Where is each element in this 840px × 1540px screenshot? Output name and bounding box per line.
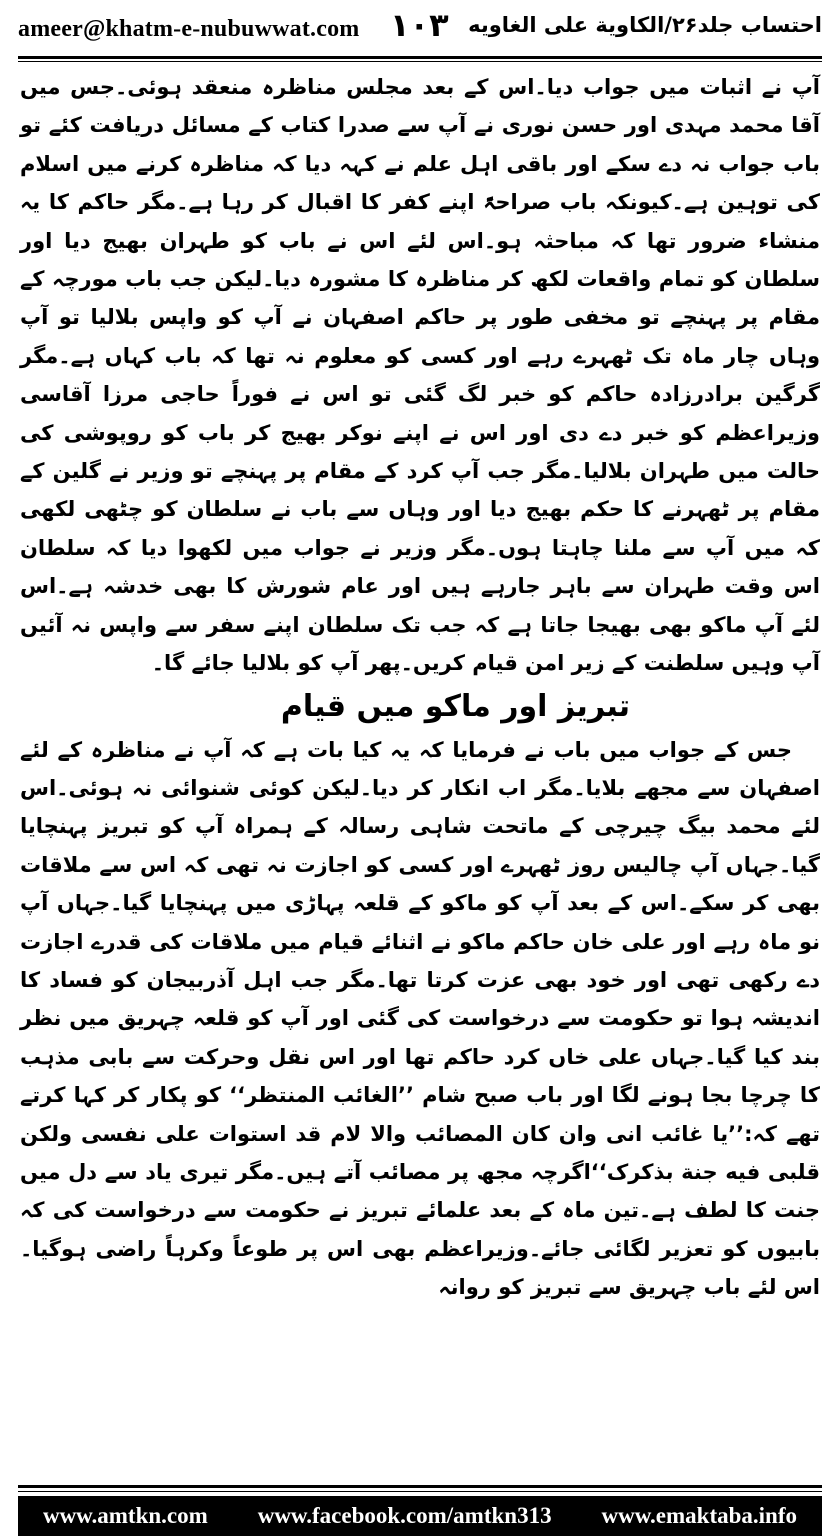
page-footer bbox=[18, 1496, 822, 1536]
footer-link-amtkn[interactable]: www.amtkn.com bbox=[42, 1503, 208, 1528]
section-heading: تبریز اور ماکو میں قیام bbox=[280, 688, 630, 724]
footer-link-facebook[interactable]: www.facebook.com/amtkn313 bbox=[257, 1503, 552, 1528]
body-paragraph-1: آپ نے اثبات میں جواب دیا۔اس کے بعد مجلس مناظرہ منعقد ہوئی۔جس میں آقا محمد مہدی اور حسن نوری نے آپ سے صدرا کتاب کے مسائل دریافت کئے تو باب جواب نہ دے سکے اور باقی اہل علم نے کہہ دیا کہ مناظرہ کرنے میں اسلام کی توہین ہے۔کیونکہ باب صراحۃً اپنے کفر کا اقبال کر رہا ہے۔مگر حاکم کا یہ منشاء ضرور تھا کہ مباحثہ ہو۔اس لئے اس نے باب کو طہران بھیج دیا اور سلطان کو تمام واقعات لکھ کر مناظرہ کا مشورہ دیا۔لیکن جب باب مورچہ کے مقام پر پہنچے تو مخفی طور پر حاکم اصفہان نے آپ کو واپس بلالیا تو آپ وہاں چار ماہ تک ٹھہرے رہے اور کسی کو معلوم نہ تھا کہ باب کہاں ہے۔مگر گرگین برادرزادہ حاکم کو خبر لگ گئی تو اس نے فوراً حاجی مرزا آقاسی وزیراعظم کو خبر دے دی اور اس نے اپنے نوکر بھیج کر باب کو روپوشی کی حالت میں طہران بلالیا۔مگر جب آپ کرد کے مقام پر پہنچے تو وزیر نے گلین کے مقام پر ٹھہرنے کا حکم بھیج دیا اور وہاں سے باب نے سلطان کو چٹھی لکھی کہ میں آپ سے ملنا چاہتا ہوں۔مگر وزیر نے جواب میں لکھوا دیا کہ سلطان اس وقت طہران سے باہر جارہے ہیں اور عام شورش کا بھی خدشہ ہے۔اس لئے آپ ماکو بھی بھیجا جاتا ہے کہ جب تک سلطان اپنے سفر سے واپس نہ آئیں آپ وہیں سلطنت کے زیر امن قیام کریں۔پھر آپ کو بلالیا جائے گا۔ bbox=[20, 75, 820, 676]
page-number: ۱۰۳ bbox=[390, 6, 449, 44]
body-paragraph-2: جس کے جواب میں باب نے فرمایا کہ یہ کیا بات ہے کہ آپ نے مناظرہ کے لئے اصفہان سے مجھے بلایا۔مگر اب انکار کر دیا۔لیکن کوئی شنوائی نہ ہوئی۔اس لئے محمد بیگ چیرچی کے ماتحت شاہی رسالہ کے ہمراہ آپ کو تبریز پہنچایا گیا۔جہاں آپ چالیس روز ٹھہرے اور کسی کو اجازت نہ تھی کہ اس سے ملاقات بھی کر سکے۔اس کے بعد آپ کو ماکو کے قلعہ پہاڑی میں پہنچایا گیا۔جہاں آپ نو ماہ رہے اور علی خان حاکم ماکو نے اثنائے قیام میں ملاقات کی قدرے اجازت دے رکھی تھی اور خود بھی عزت کرتا تھا۔مگر جب اہل آذربیجان کو فساد کا اندیشہ ہوا تو حکومت سے درخواست کی گئی اور آپ کو قلعہ چہریق میں نظر بند کیا گیا۔جہاں علی خاں کرد حاکم تھا اور اس نقل وحرکت سے بابی مذہب کا چرچا بجا ہونے لگا اور باب صبح شام ’’الغائب المنتظر‘‘ کو پکار کر کہا کرتے تھے کہ:’’یا غائب انی وان کان المصائب والا لام قد استوات علی نفسی ولکن قلبی فیه جنة بذکرک‘‘اگرچہ مجھ پر مصائب آتے ہیں۔مگر تیری یاد سے دل میں جنت کا لطف ہے۔تین ماہ کے بعد علمائے تبریز نے حکومت سے درخواست کی کہ بابیوں کو تعزیر لگائی جائے۔وزیراعظم بھی اس پر طوعاً وکرہاً راضی ہوگیا۔اس لئے باب چہریق سے تبریز کو روانہ bbox=[20, 737, 820, 1300]
header-divider-thin bbox=[18, 61, 822, 62]
footer-divider bbox=[18, 1485, 822, 1488]
footer-link-emaktaba[interactable]: www.emaktaba.info bbox=[601, 1503, 798, 1528]
header-divider bbox=[18, 56, 822, 59]
page-header bbox=[18, 8, 822, 50]
footer-divider-thin bbox=[18, 1491, 822, 1492]
book-title: احتساب جلد۲۶/الکاویة علی الغاویه bbox=[468, 13, 822, 37]
header-email: ameer@khatm-e-nubuwwat.com bbox=[18, 16, 360, 42]
page-body bbox=[20, 68, 820, 1307]
